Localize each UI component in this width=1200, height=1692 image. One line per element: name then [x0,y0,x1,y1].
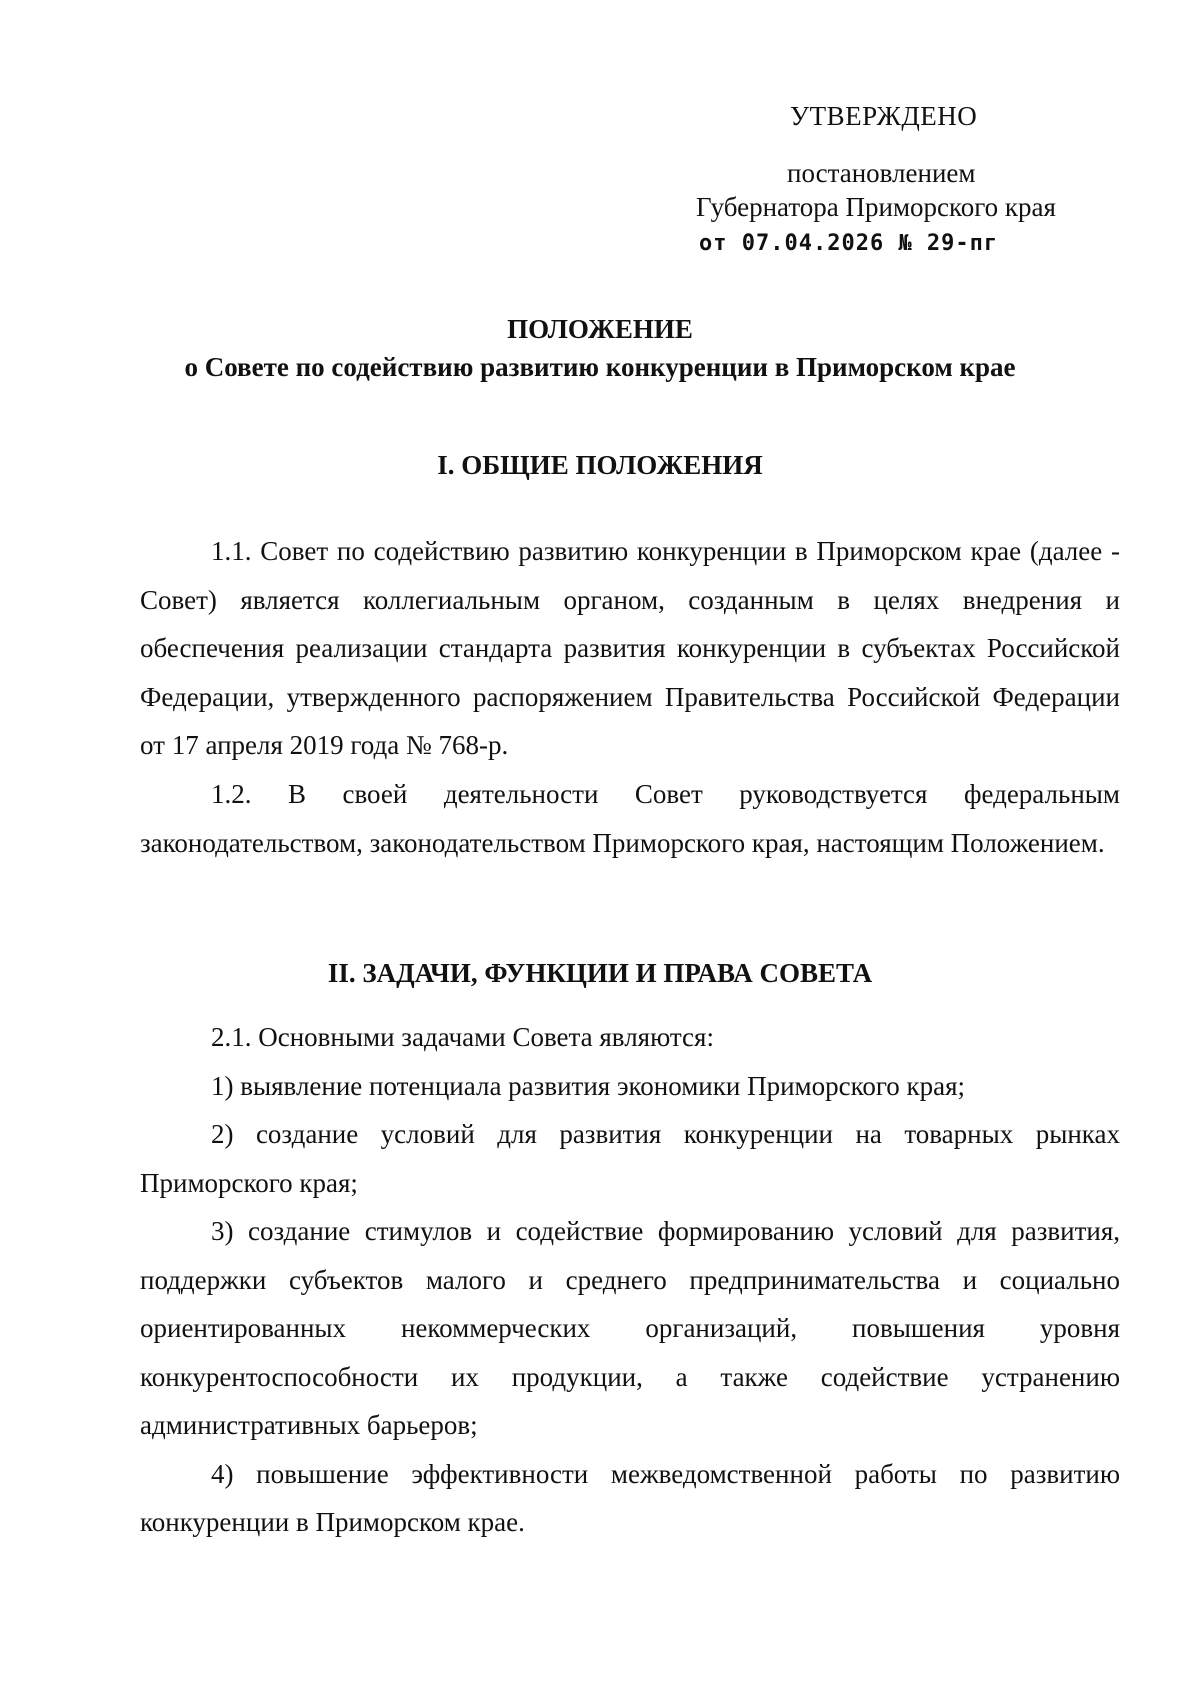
paragraph-1-1: 1.1. Совет по содействию развитию конкуренции в Приморском крае (далее - Совет) является коллегиальным органом, созданным в целях внедрения и обеспечения реализации стандарта развития конкуренции в субъектах Российской Федерации, утвержденного распоряжением Правительства Российской Федерации от 17 апреля 2019 года № 768-р. [140,536,1120,760]
list-item: 1) выявление потенциала развития экономики Приморского края; [211,1070,966,1101]
approval-governor: Губернатора Приморского края [696,192,1056,222]
section-2-body [140,1013,1120,1547]
section-1-heading: I. ОБЩИЕ ПОЛОЖЕНИЯ [437,450,763,480]
paragraph-1-2: 1.2. В своей деятельности Совет руководствуется федеральным законодательством, законодательством Приморского края, настоящим Положением. [140,779,1120,858]
approval-date-number: от 07.04.2026 № 29-пг [699,231,999,256]
approval-by: постановлением [787,158,976,188]
list-item: 4) повышение эффективности межведомственной работы по развитию конкуренции в Приморском крае. [140,1458,1120,1537]
document-title: ПОЛОЖЕНИЕ [507,314,693,344]
list-item: 3) создание стимулов и содействие формированию условий для развития, поддержки субъектов малого и среднего предпринимательства и социально ориентированных некоммерческих организаций, повышения уровня конкурентоспособности их продукции, а также содействие устранению административных барьеров; [140,1216,1120,1440]
paragraph-1-1-block [140,527,1120,770]
paragraph-1-2-block [140,770,1120,867]
approval-title: УТВЕРЖДЕНО [790,101,978,131]
list-item: 2) создание условий для развития конкуренции на товарных рынках Приморского края; [140,1119,1120,1198]
paragraph-2-1: 2.1. Основными задачами Совета являются: [211,1022,714,1052]
section-2-heading: II. ЗАДАЧИ, ФУНКЦИИ И ПРАВА СОВЕТА [327,958,873,988]
document-subtitle: о Совете по содействию развитию конкуренции в Приморском крае [184,352,1016,382]
